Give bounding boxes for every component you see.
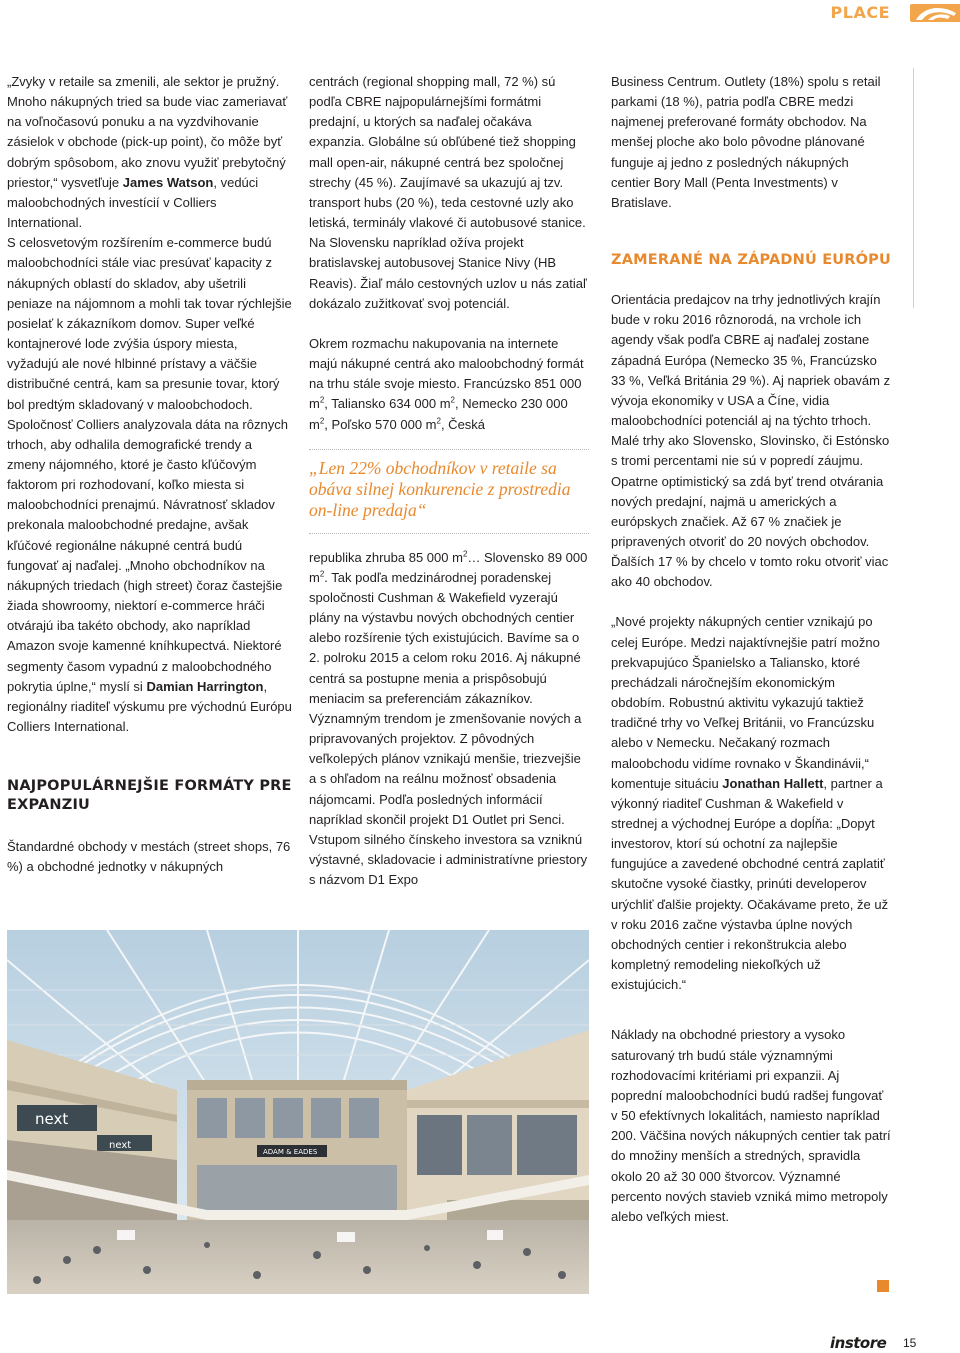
person-name: Jonathan Hallett (722, 775, 824, 791)
person-name: James Watson (122, 174, 214, 190)
pull-quote-box (309, 449, 589, 534)
superscript: 2 (319, 569, 325, 579)
logo-text: instore (830, 1334, 887, 1352)
shopping-mall-photo (7, 930, 589, 1294)
text-span: , vedúci maloobchodných investícií v Colliers International. (7, 174, 259, 231)
paragraph: Štandardné obchody v mestách (street shops, 76 %) a obchodné jednotky v nákupných (7, 839, 291, 875)
paragraph: Orientácia predajcov na trhy jednotlivých krajín bude v roku 2016 rôznorodá, na vrchole ich agendy však podľa CBRE aj naďalej zostane západná Európa (Nemecko 35 %, Francúzsko 33 %, Veľká Británia 29 %). Aj napriek obavám z vývoja ekonomiky v USA a Číne, vidia maloobchodníci potenciál aj na týchto trhoch. Malé trhy ako Slovensko, Slovinsko, či Estónsko s tromi percentami nie sú v popredí záujmu. Opatrne optimistický sa zdá byť trend otvárania nových predajní, najmä u amerických a európskych značiek. Až 67 % značiek je pripravených otvoriť do 20 nových obchodov. Ďalších 17 % by chcelo v tomto roku otvoriť viac ako 40 obchodov. (611, 292, 891, 590)
section-heading: ZAMERANÉ NA ZÁPADNÚ EURÓPU (611, 252, 891, 269)
paragraph: centrách (regional shopping mall, 72 %) sú podľa CBRE najpopulárnejšími formátmi predajní, u ktorých sa naďalej očakáva expanzia. Globálne sú obľúbené tiež shopping mall open-air, nákupné centrá bez spoločnej strechy (45 %). Zaujímavé sa ukazujú aj tzv. transport hubs (20 %), teda cestovné uzly ako letiská, terminály vlakové či autobusové stanice. Na Slovensku napríklad ožíva projekt bratislavskej autobusovej Stanice Nivy (HB Reavis). Žiaľ málo cestovných uzlov u nás zatiaľ dokázalo zužitkovať svoj potenciál. (309, 74, 587, 311)
store-sign: next (35, 1110, 69, 1128)
text-span: … Slovensko 89 000 m (309, 549, 588, 585)
text-span: , regionálny riaditeľ výskumu pre východnú Európu Colliers International. (7, 678, 292, 734)
arrow-swoosh-icon (910, 4, 960, 22)
paragraph: Business Centrum. Outlety (18%) spolu s retail parkami (18 %), patria podľa CBRE medzi najmenej preferované formáty obchodov. Na menšej ploche ako bolo pôvodne plánované funguje aj jedno z posledných nákupných centier Bory Mall (Penta Investments) v Bratislave. (611, 74, 881, 210)
text-span: S celosvetovým rozšírením e-commerce budú maloobchodníci stále viac presúvať kapacity z nákupných oblastí do skladov, aby ušetrili peniaze na nájomnom a mohli tak tovar rýchlejšie posielať k zákazníkom domov. Super veľké kontajnerové lode zvýšia úspory miesta, vyžadujú ale nové hlbinné prístavy a väčšie distribučné centrá, kam sa presunie tovar, ktorý bol predtým skladovaný v maloobchodoch. Spoločnosť Colliers analyzovala dáta na rôznych trhoch, aby odhalila demografické trendy a zmeny nájomného, ktoré je často kľúčovým faktorom pri rozhodovaní, koľko miesta si maloobchodníci prenajmú. Návratnosť skladov prekonala maloobchodné predajne, avšak kľúčové regionálne nákupné centrá budú fungovať aj naďalej. „Mnoho obchodníkov na nákupných triedach (high street) čoraz častejšie žiada showroomy, niektorí e-commerce hráči otvárajú iba takéto obchody, ako napríklad Amazon svoje kamenné kníhkupectvá. Niektoré segmenty časom vypadnú z maloobchodného pokrytia úplne,“ myslí si (7, 235, 292, 694)
text-column-2 (309, 72, 589, 890)
instore-logo (830, 1334, 886, 1352)
page-number: 15 (903, 1336, 917, 1350)
text-span: Okrem rozmachu nakupovania na internete majú nákupné centrá ako maloobchodný formát na trhu stále svoje miesto. Francúzsko 851 000 m (309, 335, 584, 412)
text-span: „Zvyky v retaile sa zmenili, ale sektor je pružný. Mnoho nákupných tried sa bude viac zameriavať na voľnočasovú ponuku a na vyzdvihovanie zásielok v obchode (pick-up point), čo môže byť dobrým spôsobom, ako znovu využiť prebytočný priestor,“ vysvetľuje (7, 74, 288, 190)
paragraph (309, 548, 589, 891)
superscript: 2 (436, 416, 441, 426)
text-column-3 (611, 72, 891, 1227)
paragraph: Náklady na obchodné priestory a vysoko saturovaný trh budú stále významnými rozhodovacími kritériami pri expanzii. Aj poprední maloobchodníci budú radšej fungovať v 50 efektívnych lokalitách, namiesto napríklad 200. Väčšina nových nákupných centier tak patrí do množiny menších a stredných, spravidla okolo 20 až 30 000 štvorcov. Významné percento nových stavieb vzniká mimo metropoly alebo veľkých miest. (611, 1027, 891, 1224)
text-span: , Nemecko 230 000 m (309, 396, 568, 432)
store-sign: next (109, 1140, 132, 1151)
paragraph (7, 233, 292, 737)
text-span: , Česká (440, 416, 486, 432)
store-sign: ADAM & EADES (263, 1148, 318, 1156)
superscript: 2 (319, 396, 325, 406)
superscript: 2 (319, 416, 325, 426)
text-span: , Taliansko 634 000 m (324, 396, 451, 412)
paragraph (7, 72, 292, 233)
section-heading: NAJPOPULÁRNEJŠIE FORMÁTY PRE EXPANZIU (7, 778, 292, 814)
person-name: Damian Harrington (146, 678, 264, 694)
pull-quote: „Len 22% obchodníkov v retaile sa obáva silnej konkurencie z prostredia on-line predaja“ (309, 457, 571, 520)
paragraph (611, 612, 891, 995)
text-span: . Tak podľa medzinárodnej poradenskej spoločnosti Cushman & Wakefield vyzerajú plány na výstavbu nových obchodných centier alebo rozšírenie tých existujúcich. Bavíme sa o 2. polroku 2015 a celom roku 2016. Aj nákupné centrá sa postupne menia a prispôsobujú meniacim sa preferenciám zákazníkov. Významným trendom je zmenšovanie nových a pripravovaných projektov. Z pôvodných veľkolepých plánov vznikajú menšie, triezvejšie a s ohľadom na reálnu možnosť obsadenia nájomcami. Podľa posledných informácií napríklad skončil projekt D1 Outlet pri Senci. Vstupom silného čínskeho investora sa vzniknú výstavné, skladovacie i administratívne priestory s názvom D1 Expo (309, 569, 588, 888)
text-span: , partner a výkonný riaditeľ Cushman & Wakefield v strednej a východnej Európe a dopĺňa: „Dopyt investorov, ktorí sú ochotní za najlepšie fungujúce a zavedené obchodné centrá zaplatiť skutočne vysoké čiastky, prinúti developerov urýchliť ďalšie projekty. Očakávame preto, že už v roku 2016 začne výstavba úplne nových obchodných centier i rekonštrukcia alebo kompletný remodeling niekoľkých už existujúcich.“ (611, 775, 889, 993)
superscript: 2 (450, 396, 455, 406)
text-span: , Poľsko 570 000 m (324, 416, 437, 432)
section-label: PLACE (830, 3, 890, 22)
end-mark (877, 1280, 889, 1292)
page-header (0, 0, 960, 28)
paragraph (309, 334, 589, 435)
text-span: „Nové projekty nákupných centier vznikajú po celej Európe. Medzi najaktívnejšie patrí možno prekvapujúco Španielsko a Taliansko, ktoré prechádzali náročnejším ekonomickým obdobím. Robustnú aktivitu vykazujú taktiež tradičné trhy vo Veľkej Británii, vo Francúzsku alebo v Nemecku. Nečakaný rozmach maloobchodu vidíme rovnako v Škandinávii,“ komentuje situáciu (611, 614, 880, 791)
column-divider (913, 68, 914, 308)
text-column-1 (7, 72, 292, 877)
superscript: 2 (462, 549, 468, 559)
text-span: republika zhruba 85 000 m (309, 549, 463, 565)
